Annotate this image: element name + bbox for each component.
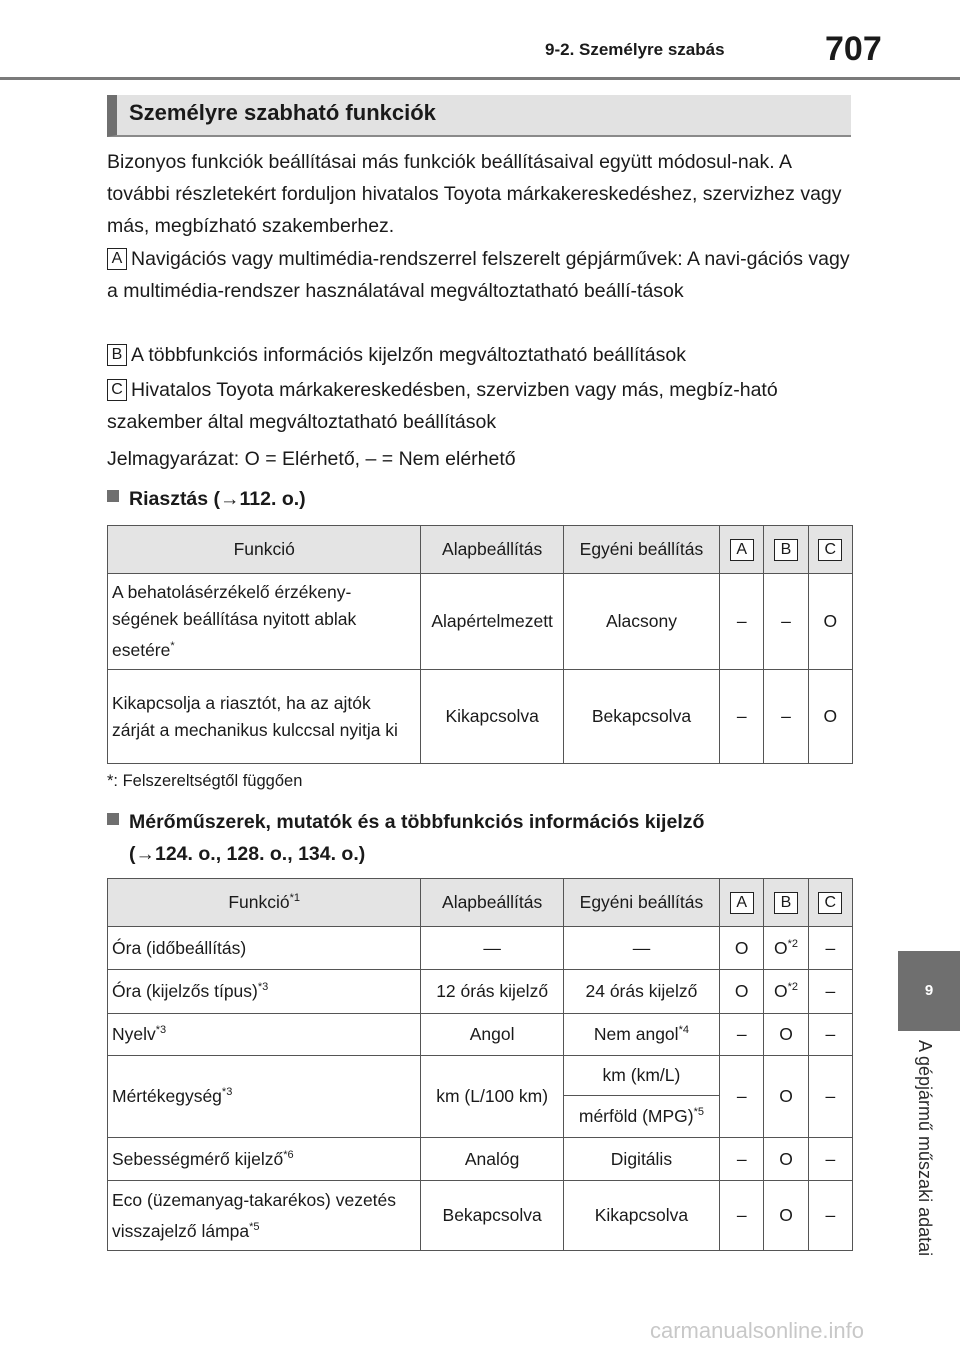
cell-func: Eco (üzemanyag-takarékos) vezetés visszajelző lámpa$^{*5}$ [108,1181,421,1251]
table-row [108,1014,853,1056]
cell-default: Analóg [421,1138,563,1181]
bullet-square-icon [107,490,119,502]
intro-paragraph: Bizonyos funkciók beállításai más funkciók beállításaival együtt módosul-nak. A további részletekért forduljon hivatalos Toyota márkakereskedéshez, szervizhez vagy más, megbízható szakemberhez. [107,151,842,237]
badge-b: B [107,344,127,366]
cell-func: Nyelv$^{*3}$ [108,1014,421,1056]
cell-a: – [720,574,764,670]
title-bar [107,95,851,137]
cell-c: – [808,1138,852,1181]
col-custom: Egyéni beállítás [563,879,719,927]
cell-a: – [720,1014,764,1056]
table-row [108,1138,853,1181]
col-default: Alapbeállítás [421,879,563,927]
cell-c: O [808,670,852,764]
alarm-table [107,525,853,764]
chapter-title: A gépjármű műszaki adatai [915,1040,935,1257]
cell-func: Kikapcsolja a riasztót, ha az ajtók zárját a mechanikus kulccsal nyitja ki [108,670,421,764]
cell-custom: Alacsony [563,574,719,670]
cell-custom-1: km (km/L) [563,1056,719,1096]
cell-c: – [808,1014,852,1056]
cell-func: Mértékegység$^{*3}$ [108,1056,421,1138]
watermark: carmanualsonline.info [650,1318,865,1343]
table-row [108,574,853,670]
col-b: B [764,879,808,927]
col-default: Alapbeállítás [421,526,563,574]
legend-c-text: Hivatalos Toyota márkakereskedésben, szervizben vagy más, megbíz-ható szakember által megváltoztatható beállítások [107,379,778,433]
chapter-tab: 9 [898,951,960,1031]
col-custom: Egyéni beállítás [563,526,719,574]
cell-default: Alapértelmezett [421,574,563,670]
col-func: Funkció [108,526,421,574]
cell-custom: — [563,927,719,970]
legend-b-text: A többfunkciós információs kijelzőn megváltoztatható beállítások [131,344,686,366]
cell-b: – [764,574,808,670]
cell-default: 12 órás kijelző [421,970,563,1014]
cell-default: — [421,927,563,970]
cell-b: O [764,1138,808,1181]
col-a: A [720,879,764,927]
col-b: B [764,526,808,574]
legend-b [107,339,852,371]
cell-b: – [764,670,808,764]
cell-func: Óra (időbeállítás) [108,927,421,970]
table-row [108,927,853,970]
cell-func: Sebességmérő kijelző$^{*6}$ [108,1138,421,1181]
footnote: *: Felszereltségtől függően [107,772,303,790]
cell-custom: 24 órás kijelző [563,970,719,1014]
legend-c [107,374,852,438]
col-c: C [808,879,852,927]
cell-a: O [720,927,764,970]
cell-b: O [764,1181,808,1251]
table-row [108,970,853,1014]
table-row [108,1181,853,1251]
section1-heading: Riasztás (→112. o.) [107,483,306,515]
page-number: 707 [825,30,882,68]
cell-default: km (L/100 km) [421,1056,563,1138]
cell-b: O [764,1056,808,1138]
col-func: Funkció$^{*1}$ [108,879,421,927]
col-c: C [808,526,852,574]
cell-b: $O^{*2}$ [764,927,808,970]
cell-c: – [808,1181,852,1251]
table-header-row [108,879,853,927]
cell-a: – [720,1181,764,1251]
cell-c: O [808,574,852,670]
badge-c: C [107,379,127,401]
col-a: A [720,526,764,574]
cell-c: – [808,970,852,1014]
table-row [108,670,853,764]
cell-c: – [808,1056,852,1138]
legend-key: Jelmagyarázat: O = Elérhető, – = Nem elérhető [107,448,516,470]
gauges-table [107,878,853,1251]
cell-func: A behatolásérzékelő érzékeny-ségének beállítása nyitott ablak esetére* [108,574,421,670]
cell-custom: Nem angol$^{*4}$ [563,1014,719,1056]
table-header-row [108,526,853,574]
cell-a: – [720,670,764,764]
header-rule [0,77,960,80]
cell-a: – [720,1056,764,1138]
cell-custom-2: mérföld (MPG)$^{*5}$ [563,1096,719,1138]
table-row [108,1056,853,1096]
cell-default: Kikapcsolva [421,670,563,764]
cell-b: $O^{*2}$ [764,970,808,1014]
section-header: 9-2. Személyre szabás [545,40,725,59]
cell-c: – [808,927,852,970]
cell-a: O [720,970,764,1014]
cell-b: O [764,1014,808,1056]
cell-default: Angol [421,1014,563,1056]
cell-custom: Kikapcsolva [563,1181,719,1251]
cell-func: Óra (kijelzős típus)$^{*3}$ [108,970,421,1014]
page-title: Személyre szabható funkciók [129,100,436,125]
section2-heading: Mérőműszerek, mutatók és a többfunkciós információs kijelző (→124. o., 128. o., 134. o.) [107,806,704,870]
bullet-square-icon [107,813,119,825]
legend-a-text: Navigációs vagy multimédia-rendszerrel felszerelt gépjárművek: A navi-gációs vagy a multimédia-rendszer használatával megváltoztatható beállí-tások [107,248,850,302]
legend-a [107,243,852,307]
badge-a: A [107,248,127,270]
cell-custom: Digitális [563,1138,719,1181]
cell-custom: Bekapcsolva [563,670,719,764]
cell-default: Bekapcsolva [421,1181,563,1251]
cell-a: – [720,1138,764,1181]
